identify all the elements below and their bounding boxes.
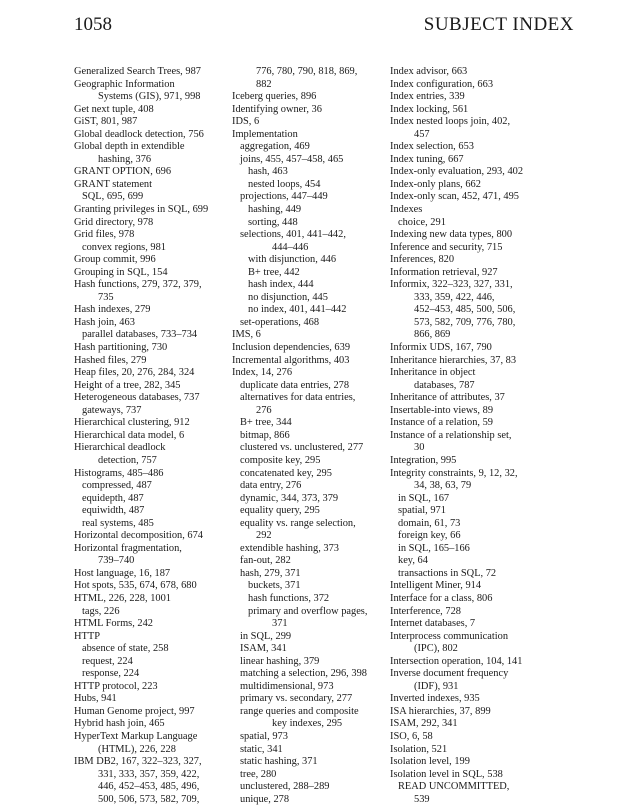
- index-entry: Host language, 16, 187: [74, 567, 171, 579]
- index-entry: no disjunction, 445: [248, 291, 328, 303]
- index-entry: set-operations, 468: [240, 316, 320, 328]
- index-entry: Integration, 995: [390, 454, 457, 466]
- index-entry: Horizontal fragmentation,: [74, 542, 182, 554]
- index-entry: Hierarchical data model, 6: [74, 429, 185, 441]
- index-entry: real systems, 485: [82, 517, 154, 529]
- index-entry: Heap files, 20, 276, 284, 324: [74, 367, 195, 379]
- index-entry: databases, 787: [414, 379, 475, 391]
- index-entry: 333, 359, 422, 446,: [414, 291, 495, 303]
- index-entry: spatial, 971: [398, 505, 446, 517]
- index-column-2: [232, 66, 382, 806]
- index-entry: GRANT OPTION, 696: [74, 166, 172, 178]
- index-entry: 276: [256, 404, 272, 416]
- index-entry: Interprocess communication: [390, 630, 509, 642]
- index-entry: tags, 226: [82, 605, 120, 617]
- index-entry: Insertable-into views, 89: [390, 404, 494, 416]
- index-entry: Hash indexes, 279: [74, 304, 151, 316]
- index-entry: Index, 14, 276: [232, 367, 293, 379]
- index-entry: response, 224: [82, 668, 140, 680]
- index-entry: in SQL, 165–166: [398, 542, 470, 554]
- index-entry: equality vs. range selection,: [240, 517, 356, 529]
- index-entry: alternatives for data entries,: [240, 392, 356, 404]
- index-entry: Inference and security, 715: [390, 241, 503, 253]
- index-entry: Indexing new data types, 800: [390, 229, 513, 241]
- index-entry: 444–446: [272, 241, 309, 253]
- index-entry: ISAM, 341: [240, 643, 287, 655]
- index-entry: ISO, 6, 58: [390, 730, 433, 742]
- index-entry: choice, 291: [398, 216, 446, 228]
- index-entry: 452–453, 485, 500, 506,: [414, 304, 516, 316]
- index-entry: nested loops, 454: [248, 178, 321, 190]
- index-entry: 882: [256, 78, 272, 90]
- index-entry: matching a selection, 296, 398: [240, 668, 367, 680]
- index-entry: Index configuration, 663: [390, 78, 494, 90]
- index-entry: Informix UDS, 167, 790: [390, 342, 492, 354]
- page-title: SUBJECT INDEX: [423, 14, 574, 35]
- index-entry: Intersection operation, 104, 141: [390, 655, 523, 667]
- index-entry: Group commit, 996: [74, 254, 156, 266]
- index-entry: Interface for a class, 806: [390, 592, 493, 604]
- index-entry: in SQL, 167: [398, 492, 450, 504]
- index-entry: Index tuning, 667: [390, 153, 464, 165]
- index-entry: 776, 780, 790, 818, 869,: [256, 66, 358, 77]
- index-entry: Inheritance of attributes, 37: [390, 392, 505, 404]
- page-number: 1058: [74, 14, 112, 35]
- index-entry: hashing, 376: [98, 153, 152, 165]
- index-entry: Inverse document frequency: [390, 668, 509, 680]
- index-entry: 371: [272, 618, 288, 630]
- index-entry: Index-only evaluation, 293, 402: [390, 166, 524, 178]
- index-entry: with disjunction, 446: [248, 254, 337, 266]
- index-entry: multidimensional, 973: [240, 680, 334, 692]
- index-entry: 446, 452–453, 485, 496,: [98, 781, 200, 793]
- index-entry: IBM DB2, 167, 322–323, 327,: [74, 756, 202, 768]
- index-entry: transactions in SQL, 72: [398, 567, 497, 579]
- index-entry: selections, 401, 441–442,: [240, 229, 346, 241]
- index-entry: Indexes: [390, 204, 423, 216]
- index-entry: static, 341: [240, 743, 283, 755]
- index-entry: joins, 455, 457–458, 465: [240, 153, 344, 165]
- index-entry: Inheritance in object: [390, 367, 476, 379]
- index-entry: Inverted indexes, 935: [390, 693, 480, 705]
- index-entry: primary and overflow pages,: [248, 605, 368, 617]
- index-entry: hashing, 449: [248, 204, 302, 216]
- index-entry: bitmap, 866: [240, 429, 290, 441]
- index-entry: hash, 279, 371: [240, 567, 301, 579]
- index-entry: fan-out, 282: [240, 555, 291, 567]
- index-entry: primary vs. secondary, 277: [240, 693, 353, 705]
- index-entry: Index entries, 339: [390, 91, 465, 103]
- index-entry: 500, 506, 573, 582, 709,: [98, 793, 200, 805]
- index-entry: concatenated key, 295: [240, 467, 332, 479]
- index-entry: tree, 280: [240, 768, 277, 780]
- index-entry: Information retrieval, 927: [390, 266, 498, 278]
- index-entry: ISAM, 292, 341: [390, 718, 458, 730]
- index-entry: Hash join, 463: [74, 316, 135, 328]
- index-entry: HTML Forms, 242: [74, 618, 153, 630]
- index-entry: Informix, 322–323, 327, 331,: [390, 279, 513, 291]
- index-entry: B+ tree, 344: [240, 417, 292, 429]
- index-entry: HTML, 226, 228, 1001: [74, 592, 171, 604]
- index-entry: compressed, 487: [82, 480, 152, 492]
- index-entry: Hot spots, 535, 674, 678, 680: [74, 580, 197, 592]
- index-entry: READ UNCOMMITTED,: [398, 781, 510, 793]
- index-entry: Horizontal decomposition, 674: [74, 530, 203, 542]
- index-entry: detection, 757: [98, 454, 157, 466]
- index-column-3: [390, 66, 565, 806]
- index-entry: Index advisor, 663: [390, 66, 468, 77]
- index-entry: Instance of a relationship set,: [390, 429, 512, 441]
- index-entry: 34, 38, 63, 79: [414, 480, 472, 492]
- index-entry: Inclusion dependencies, 639: [232, 342, 351, 354]
- index-entry: Systems (GIS), 971, 998: [98, 91, 201, 103]
- index-entry: Hybrid hash join, 465: [74, 718, 165, 730]
- index-entry: 30: [414, 442, 425, 454]
- index-entry: Integrity constraints, 9, 12, 32,: [390, 467, 518, 479]
- index-entry: equiwidth, 487: [82, 505, 145, 517]
- index-entry: Grid directory, 978: [74, 216, 154, 228]
- index-entry: Identifying owner, 36: [232, 103, 322, 115]
- index-entry: clustered vs. unclustered, 277: [240, 442, 364, 454]
- index-entry: Index nested loops join, 402,: [390, 116, 511, 128]
- index-entry: 739–740: [98, 555, 135, 567]
- index-entry: Granting privileges in SQL, 699: [74, 204, 209, 216]
- index-entry: absence of state, 258: [82, 643, 169, 655]
- index-entry: aggregation, 469: [240, 141, 310, 153]
- index-column-1: [74, 66, 222, 806]
- index-entry: Implementation: [232, 128, 298, 140]
- index-entry: Geographic Information: [74, 78, 175, 90]
- index-entry: GiST, 801, 987: [74, 116, 138, 128]
- index-entry: unique, 278: [240, 793, 290, 805]
- index-entry: Isolation level, 199: [390, 756, 470, 768]
- index-entry: 735: [98, 291, 114, 303]
- index-entry: GRANT statement: [74, 178, 153, 190]
- index-entry: Heterogeneous databases, 737: [74, 392, 200, 404]
- index-entry: Inheritance hierarchies, 37, 83: [390, 354, 517, 366]
- index-entry: hash index, 444: [248, 279, 314, 291]
- index-entry: key indexes, 295: [272, 718, 343, 730]
- index-entry: static hashing, 371: [240, 756, 318, 768]
- index-entry: Iceberg queries, 896: [232, 91, 317, 103]
- index-entry: Grouping in SQL, 154: [74, 266, 168, 278]
- index-entry: sorting, 448: [248, 216, 298, 228]
- index-entry: Isolation, 521: [390, 743, 448, 755]
- index-entry: Height of a tree, 282, 345: [74, 379, 181, 391]
- index-entry: Hash partitioning, 730: [74, 342, 168, 354]
- index-entry: spatial, 973: [240, 730, 288, 742]
- index-entry: Incremental algorithms, 403: [232, 354, 350, 366]
- index-entry: IMS, 6: [232, 329, 261, 341]
- index-entry: hash functions, 372: [248, 592, 330, 604]
- index-entry: SQL, 695, 699: [82, 191, 144, 203]
- index-entry: 573, 582, 709, 776, 780,: [414, 316, 516, 328]
- index-entry: Get next tuple, 408: [74, 103, 154, 115]
- index-entry: key, 64: [398, 555, 428, 567]
- index-entry: 866, 869: [414, 329, 451, 341]
- index-entry: no index, 401, 441–442: [248, 304, 347, 316]
- index-entry: 331, 333, 357, 359, 422,: [98, 768, 200, 780]
- index-entry: Global deadlock detection, 756: [74, 128, 204, 140]
- index-entry: Interference, 728: [390, 605, 461, 617]
- index-entry: Index locking, 561: [390, 103, 469, 115]
- index-entry: unclustered, 288–289: [240, 781, 330, 793]
- index-entry: data entry, 276: [240, 480, 302, 492]
- index-entry: Instance of a relation, 59: [390, 417, 493, 429]
- index-entry: buckets, 371: [248, 580, 301, 592]
- index-entry: equality query, 295: [240, 505, 320, 517]
- index-entry: linear hashing, 379: [240, 655, 320, 667]
- index-entry: duplicate data entries, 278: [240, 379, 350, 391]
- index-entry: Histograms, 485–486: [74, 467, 164, 479]
- index-entry: (HTML), 226, 228: [98, 743, 176, 755]
- index-entry: equidepth, 487: [82, 492, 144, 504]
- index-entry: Intelligent Miner, 914: [390, 580, 482, 592]
- index-entry: request, 224: [82, 655, 133, 667]
- index-entry: in SQL, 299: [240, 630, 292, 642]
- index-entry: Inferences, 820: [390, 254, 455, 266]
- index-entry: Human Genome project, 997: [74, 705, 195, 717]
- index-entry: Isolation level in SQL, 538: [390, 768, 503, 780]
- index-entry: B+ tree, 442: [248, 266, 300, 278]
- index-entry: (IPC), 802: [414, 643, 458, 655]
- index-entry: gateways, 737: [82, 404, 142, 416]
- index-entry: Hash functions, 279, 372, 379,: [74, 279, 202, 291]
- index-entry: Internet databases, 7: [390, 618, 476, 630]
- index-entry: (IDF), 931: [414, 680, 459, 692]
- index-entry: 292: [256, 530, 272, 542]
- index-entry: convex regions, 981: [82, 241, 166, 253]
- index-entry: Generalized Search Trees, 987: [74, 66, 201, 77]
- index-entry: ISA hierarchies, 37, 899: [390, 705, 491, 717]
- index-entry: Index-only plans, 662: [390, 178, 481, 190]
- index-entry: Hierarchical clustering, 912: [74, 417, 190, 429]
- index-entry: 539: [414, 793, 430, 805]
- index-entry: foreign key, 66: [398, 530, 461, 542]
- index-entry: domain, 61, 73: [398, 517, 461, 529]
- index-entry: parallel databases, 733–734: [82, 329, 198, 341]
- index-entry: hash, 463: [248, 166, 288, 178]
- index-entry: HTTP: [74, 630, 100, 642]
- index-entry: Hubs, 941: [74, 693, 117, 705]
- index-entry: extendible hashing, 373: [240, 542, 339, 554]
- index-entry: Hierarchical deadlock: [74, 442, 166, 454]
- index-entry: HTTP protocol, 223: [74, 680, 158, 692]
- index-entry: composite key, 295: [240, 454, 321, 466]
- index-entry: dynamic, 344, 373, 379: [240, 492, 339, 504]
- index-entry: HyperText Markup Language: [74, 730, 198, 742]
- index-entry: range queries and composite: [240, 705, 359, 717]
- index-entry: IDS, 6: [232, 116, 260, 128]
- index-entry: Index selection, 653: [390, 141, 474, 153]
- index-entry: Global depth in extendible: [74, 141, 185, 153]
- index-entry: Hashed files, 279: [74, 354, 147, 366]
- page-header: [74, 14, 574, 40]
- index-entry: 457: [414, 128, 430, 140]
- index-entry: Index-only scan, 452, 471, 495: [390, 191, 519, 203]
- index-entry: projections, 447–449: [240, 191, 328, 203]
- index-entry: Grid files, 978: [74, 229, 135, 241]
